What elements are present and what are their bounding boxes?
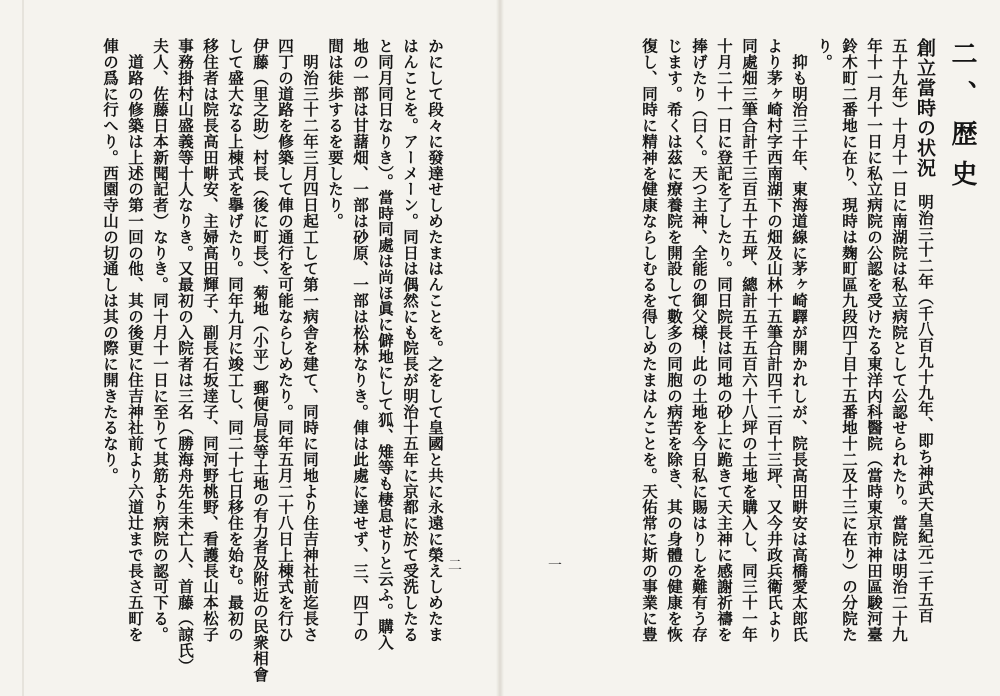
text-line: かにして段々に發達せしめたまはんことを。之をして皇國と共に永遠に榮えしめたま [426,38,445,643]
text-line: 四丁の道路を修築して俥の通行を可能ならしめたり。同年五月二十八日上棟式を行ひ [276,38,295,643]
page-number-right: 一 [548,558,562,574]
book-gutter [496,0,504,696]
text-line: はんことを。アーメーン。同日は偶然にも院長が明治十五年に京都に於て受洗したる [401,38,420,643]
text-line: じます。希くは茲に療養院を開設して數多の同胞の病苦を除き、其の身體の健康を恢 [665,38,684,643]
text-line: 創立當時の状況 明治三十二年（千八百九十九年、即ち神武天皇紀元二千五百 [914,38,936,624]
text-line: 明治三十二年三月四日起工して第一病舎を建て、同時に同地より住吉神社前迄長さ [301,38,320,643]
text-line: 鈴木町二番地に在り、現時は麹町區九段四丁目十五番地十二及十三に在り）の分院た [840,38,859,643]
text-line: 抑も明治三十年、東海道線に茅ヶ崎驛が開かれしが、院長高田畊安は高橋愛太郎氏 [790,38,809,643]
text-line: して盛大なる上棟式を擧げたり。同年九月に竣工し、同二十七日移住を始む。最初の [226,38,245,643]
text-line: より茅ヶ崎村字西南湖下の畑及山林十五筆合計四千二百十三坪、又今井政兵衛氏より [765,38,784,643]
section-heading: 二、歴史 [947,40,977,200]
text-line: 移住者は院長高田畊安、主婦高田輝子、副長石坂逹子、同河野桃野、看護長山本松子 [201,38,220,643]
text-line: と同月同日なりき）。當時同處は尚ほ眞に僻地にして狐、雉等も棲息せりと云ふ。購入 [376,38,395,651]
left-page-text [38,38,448,683]
text-line: 俥の爲に行へり。西園寺山の切通しは其の際に開きたるなり。 [101,38,120,484]
text-line: 間は徒歩するを要したり。 [326,38,345,229]
text-line: り。 [815,38,834,70]
subheading: 創立當時の状況 [914,38,936,178]
text-line: 年十一月十一日に私立病院の公認を受けたる東洋内科醫院（當時東京市神田區駿河臺 [865,38,884,643]
text-line: 五十九年）十月十一日に南湖院は私立病院として公認せられたり。當院は明治二十九 [890,38,909,643]
text-line: 復し、同時に精神を健康ならしむるを得しめたまはんことを。天佑常に斯の事業に豊 [640,38,659,643]
page-edge [22,0,24,696]
text-line: 伊藤（里之助）村長（後に町長）、菊地（小平）郵便局長等土地の有力者及附近の民衆相會 [251,38,270,683]
text-line: 十月二十一日に登記を了したり。同日院長は同地の砂上に跪きて天主神に感謝祈禱を [715,38,734,643]
text-line: 道路の修築は上述の第一回の他、其の後更に住吉神社前より六道辻まで長さ五町を [126,38,145,643]
text-line: 捧げたり（曰く。天つ主神、全能の御父様！此の土地を今日私に賜はりしを難有う存 [690,38,709,643]
text-line: 夫人、佐藤日本新聞記者）なりき。同十月十一日に至りて其筋より病院の認可下る。 [151,38,170,643]
right-page-text [518,38,938,678]
page-number-left: 二 [448,558,462,574]
text-line: 事務掛村山盛義等十人なりき。又最初の入院者は三名（勝海舟先生未亡人、首藤（諒氏） [176,38,195,674]
text-line: 同處畑三筆合計千三百五十五坪、總計五千五百六十八坪の土地を購入し、同三十一年 [740,38,759,643]
text-line: 地の一部は甘藷畑、一部は砂原、一部は松林なりき。俥は此處に達せず、三、四丁の [351,38,370,643]
